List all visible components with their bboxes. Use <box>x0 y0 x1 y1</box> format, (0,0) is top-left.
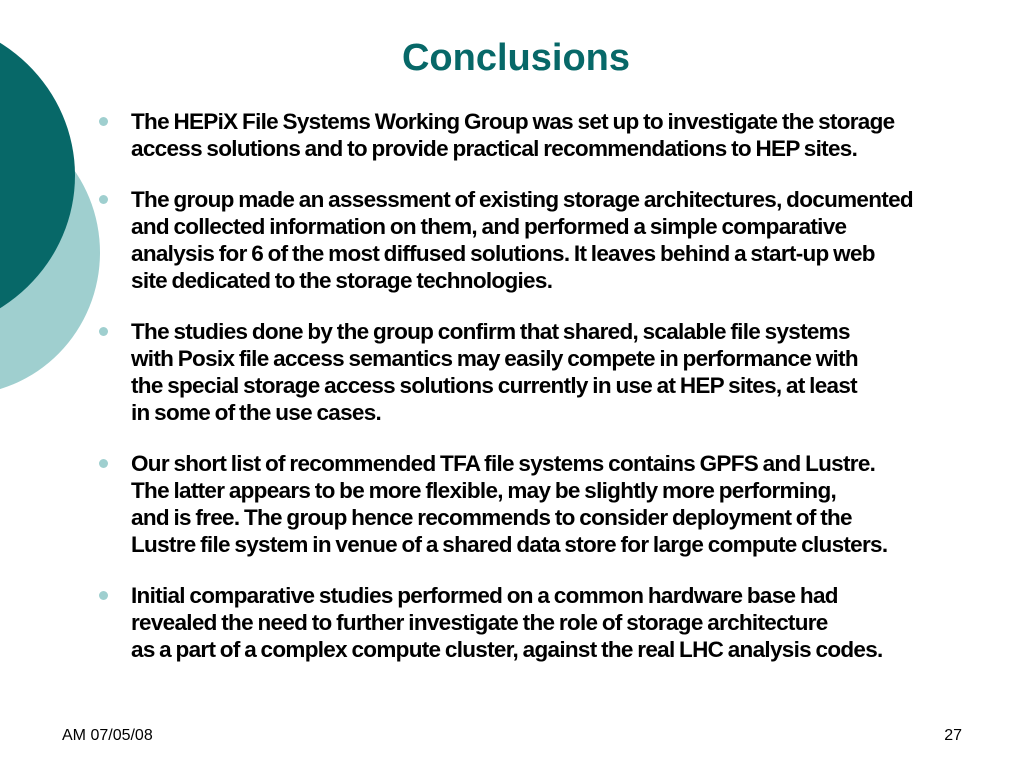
bullet-item <box>0 450 1024 558</box>
slide-title: Conclusions <box>401 37 631 79</box>
bullet-item <box>0 186 1024 294</box>
bullet-list <box>0 108 1024 687</box>
bullet-text: The HEPiX File Systems Working Group was set up to investigate the storage access solutions and to provide practical recommendations to HEP sites. <box>131 109 895 161</box>
bullet-text: Initial comparative studies performed on a common hardware base had revealed the need to further investigate the role of storage architecture as a part of a complex compute cluster, against the real LHC analysis codes. <box>131 583 883 662</box>
bullet-text: The group made an assessment of existing storage architectures, documented and collected information on them, and performed a simple comparative analysis for 6 of the most diffused solutions. It leaves behind a start-up web site dedicated to the storage technologies. <box>131 187 913 293</box>
bullet-dot-icon <box>99 591 108 600</box>
footer-date: AM 07/05/08 <box>62 727 153 744</box>
bullet-item <box>0 108 1024 162</box>
bullet-item <box>0 318 1024 426</box>
bullet-dot-icon <box>99 195 108 204</box>
bullet-text: Our short list of recommended TFA file systems contains GPFS and Lustre. The latter appears to be more flexible, may be slightly more performing, and is free. The group hence recommends to consider deployment of the Lustre file system in venue of a shared data store for large compute clusters. <box>131 451 888 557</box>
bullet-dot-icon <box>99 327 108 336</box>
bullet-item <box>0 582 1024 663</box>
bullet-dot-icon <box>99 459 108 468</box>
page-number: 27 <box>944 727 962 744</box>
bullet-text: The studies done by the group confirm that shared, scalable file systems with Posix file access semantics may easily compete in performance with the special storage access solutions currently in use at HEP sites, at least in some of the use cases. <box>131 319 858 425</box>
bullet-dot-icon <box>99 117 108 126</box>
